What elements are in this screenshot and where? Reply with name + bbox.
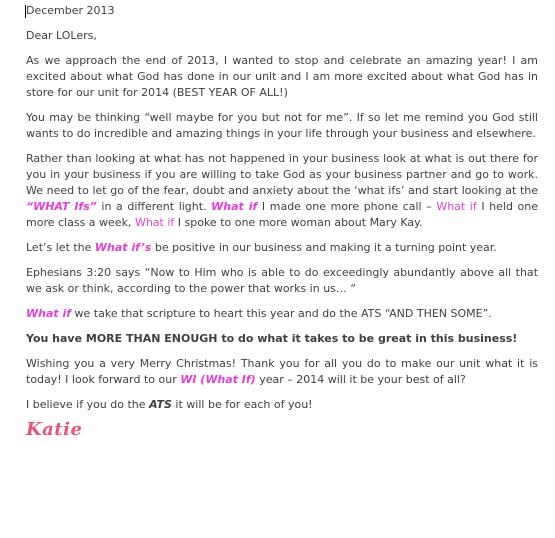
paragraph-8	[26, 356, 538, 388]
signature: Katie	[26, 419, 83, 440]
paragraph-3	[26, 151, 538, 231]
text-run: Let’s let the	[26, 241, 95, 254]
text-run: I made one more phone call –	[257, 200, 437, 213]
letter-date: December 2013	[26, 4, 115, 17]
emphasis-what-if: What if	[134, 216, 175, 229]
text-run: we take that scripture to heart this year and do the ATS “AND THEN SOME”.	[71, 307, 492, 320]
emphasis-what-if: What if	[211, 200, 258, 213]
text-run: I believe if you do the	[26, 398, 150, 411]
emphasis-ats: ATS	[149, 398, 172, 411]
paragraph-4	[26, 240, 538, 256]
emphasis-what-if: What if	[26, 307, 72, 320]
paragraph-9	[26, 397, 538, 413]
text-run: be positive in our business and making it a turning point year.	[151, 241, 497, 254]
text-run: it will be for each of you!	[171, 398, 313, 411]
paragraph-1: As we approach the end of 2013, I wanted to stop and celebrate an amazing year! I am excited about what God has done in our unit and I am more excited about what God has in store for our unit for 2014 (BEST YEAR OF ALL!)	[26, 54, 538, 99]
text-run: Wishing you a very Merry Christmas! Thank you for all you do to make our unit what it is today! I look forward to our	[26, 357, 538, 386]
text-run: Rather than looking at what has not happened in your business look at what is out there for you in your business if you are willing to take God as your business partner and go to work. We need to let go of the fear, doubt and anxiety about the ‘what ifs’ and start looking at the	[26, 152, 538, 197]
paragraph-6	[26, 306, 538, 322]
text-run: in a different light.	[96, 200, 212, 213]
paragraph-5: Ephesians 3:20 says “Now to Him who is able to do exceedingly abundantly above all that we ask or think, according to the power that works in us… “	[26, 266, 538, 295]
emphasis-wi-what-if: WI (What If)	[180, 373, 256, 386]
text-run: I spoke to one more woman about Mary Kay.	[174, 216, 423, 229]
text-run: I held one more class a week,	[26, 200, 539, 229]
letter-document[interactable]	[26, 3, 538, 438]
text-run: year – 2014 will it be your best of all?	[255, 373, 466, 386]
paragraph-2: You may be thinking “well maybe for you but not for me”. If so let me remind you God still wants to do incredible and amazing things in your life through your business and elsewhere.	[26, 111, 538, 140]
emphasis-what-ifs: “WHAT Ifs”	[26, 200, 97, 213]
salutation: Dear LOLers,	[26, 29, 97, 42]
text-cursor	[25, 5, 26, 18]
emphasis-what-ifs: What if’s	[94, 241, 152, 254]
emphasis-what-if: What if	[436, 200, 477, 213]
paragraph-7: You have MORE THAN ENOUGH to do what it takes to be great in this business!	[26, 332, 518, 345]
